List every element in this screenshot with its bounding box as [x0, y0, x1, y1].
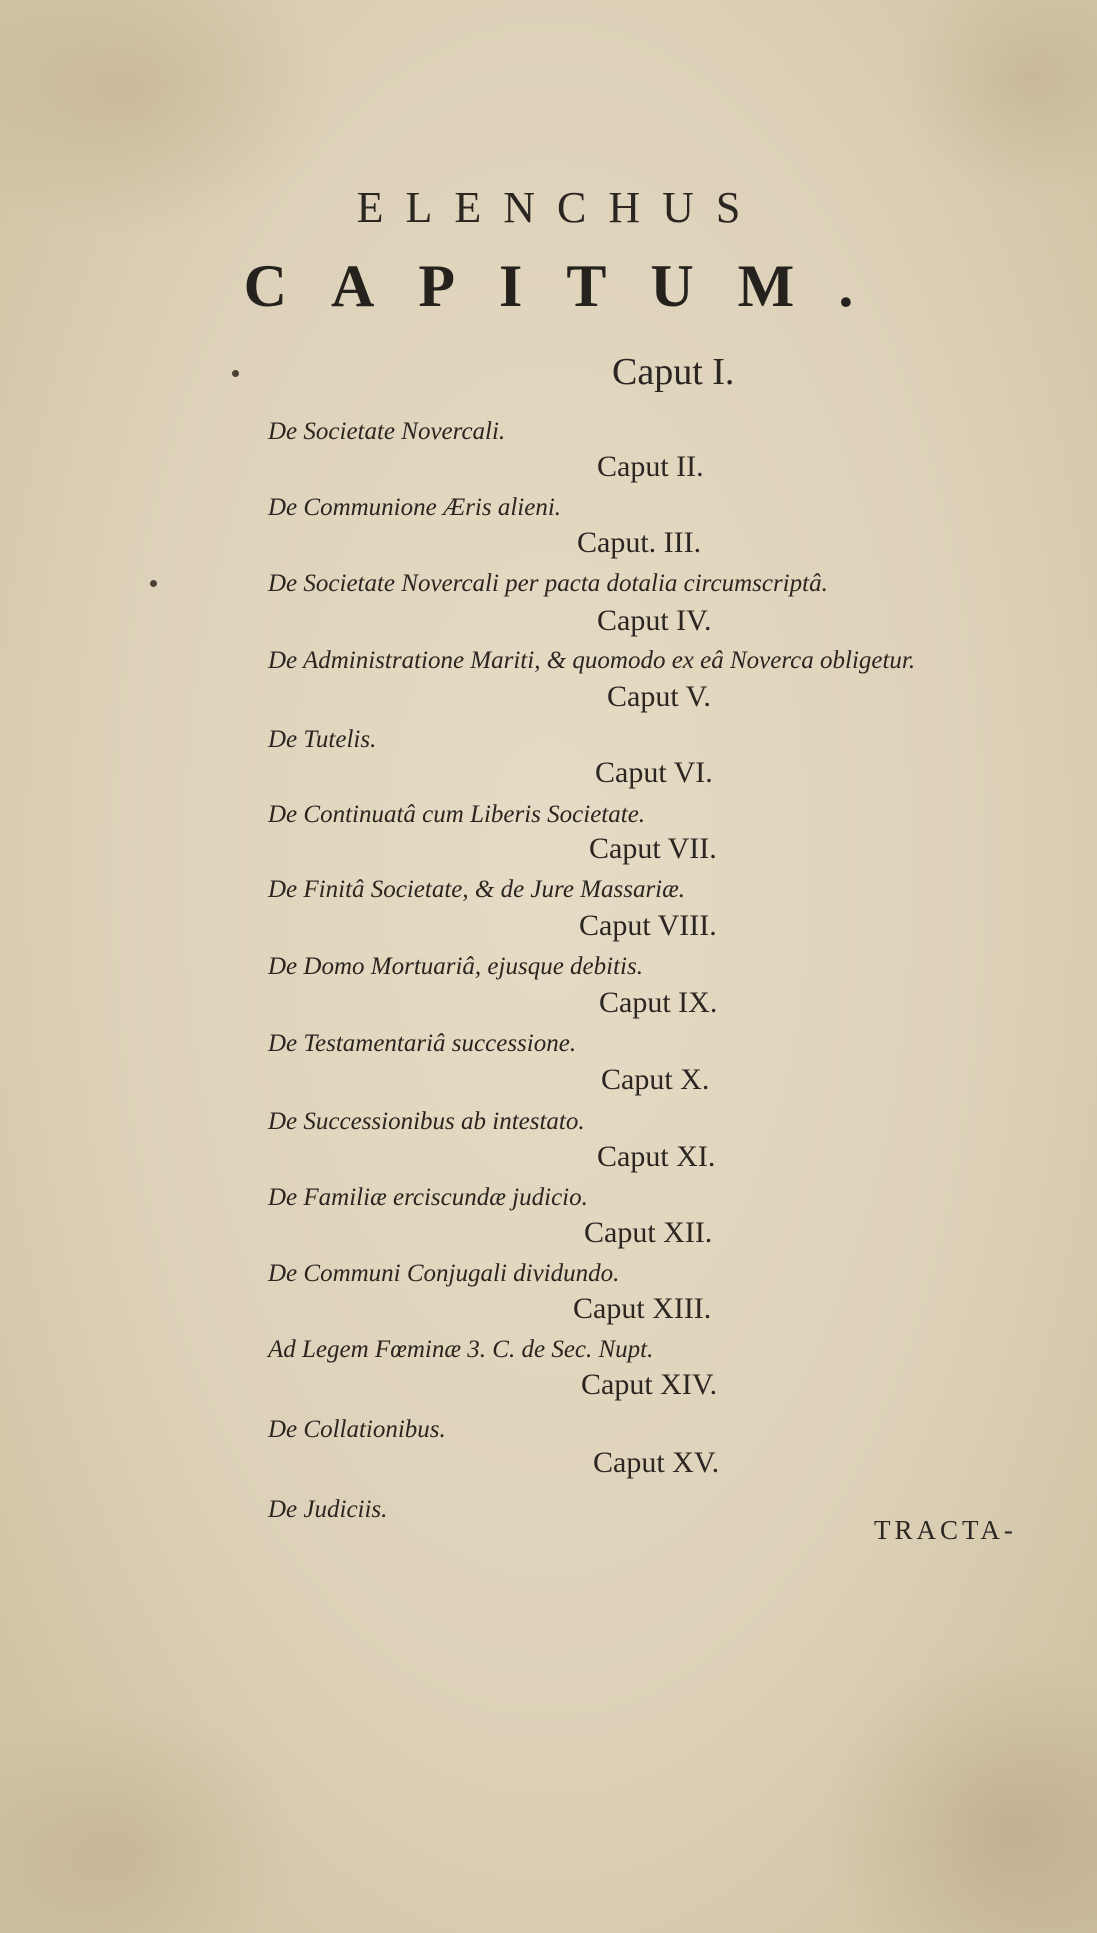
chapter-title-10: De Successionibus ab intestato.: [268, 1108, 585, 1135]
chapter-heading-14: Caput XIV.: [581, 1368, 718, 1401]
chapter-title-14: De Collationibus.: [268, 1416, 446, 1443]
chapter-heading-1: Caput I.: [612, 351, 735, 393]
page-title-line-1: ELENCHUS: [356, 183, 763, 232]
chapter-heading-7: Caput VII.: [589, 832, 717, 865]
chapter-heading-10: Caput X.: [601, 1063, 710, 1096]
chapter-title-1: De Societate Novercali.: [268, 418, 506, 445]
chapter-title-13: Ad Legem Fœminæ 3. C. de Sec. Nupt.: [268, 1336, 654, 1363]
paper-stain: [0, 1700, 300, 1933]
chapter-heading-5: Caput V.: [607, 680, 711, 713]
chapter-heading-9: Caput IX.: [599, 986, 718, 1019]
chapter-title-2: De Communione Æris alieni.: [268, 494, 562, 521]
chapter-title-15: De Judiciis.: [268, 1496, 388, 1523]
ink-speck: [232, 370, 239, 377]
ink-speck: [150, 580, 157, 587]
chapter-heading-11: Caput XI.: [597, 1140, 716, 1173]
chapter-heading-2: Caput II.: [597, 450, 704, 483]
chapter-title-11: De Familiæ erciscundæ judicio.: [268, 1184, 588, 1211]
chapter-title-9: De Testamentariâ successione.: [268, 1030, 577, 1057]
chapter-title-7: De Finitâ Societate, & de Jure Massariæ.: [268, 876, 686, 903]
paper-stain: [820, 1650, 1097, 1933]
chapter-heading-3: Caput. III.: [577, 526, 702, 559]
chapter-heading-15: Caput XV.: [593, 1446, 720, 1479]
chapter-heading-13: Caput XIII.: [573, 1292, 712, 1325]
chapter-title-6: De Continuatâ cum Liberis Societate.: [268, 801, 646, 828]
chapter-title-8: De Domo Mortuariâ, ejusque debitis.: [268, 953, 643, 980]
catchword: TRACTA-: [874, 1515, 1017, 1545]
chapter-title-3: De Societate Novercali per pacta dotalia circumscriptâ.: [268, 570, 828, 597]
chapter-heading-6: Caput VI.: [595, 756, 713, 789]
paper-stain: [900, 0, 1097, 200]
chapter-title-12: De Communi Conjugali dividundo.: [268, 1260, 620, 1287]
chapter-title-5: De Tutelis.: [268, 726, 377, 753]
chapter-title-4: De Administratione Mariti, & quomodo ex eâ Noverca obligetur.: [268, 647, 916, 674]
page-title-line-2: CAPITUM.: [243, 253, 898, 319]
chapter-heading-8: Caput VIII.: [579, 909, 717, 942]
chapter-heading-12: Caput XII.: [584, 1216, 713, 1249]
chapter-heading-4: Caput IV.: [597, 604, 712, 637]
